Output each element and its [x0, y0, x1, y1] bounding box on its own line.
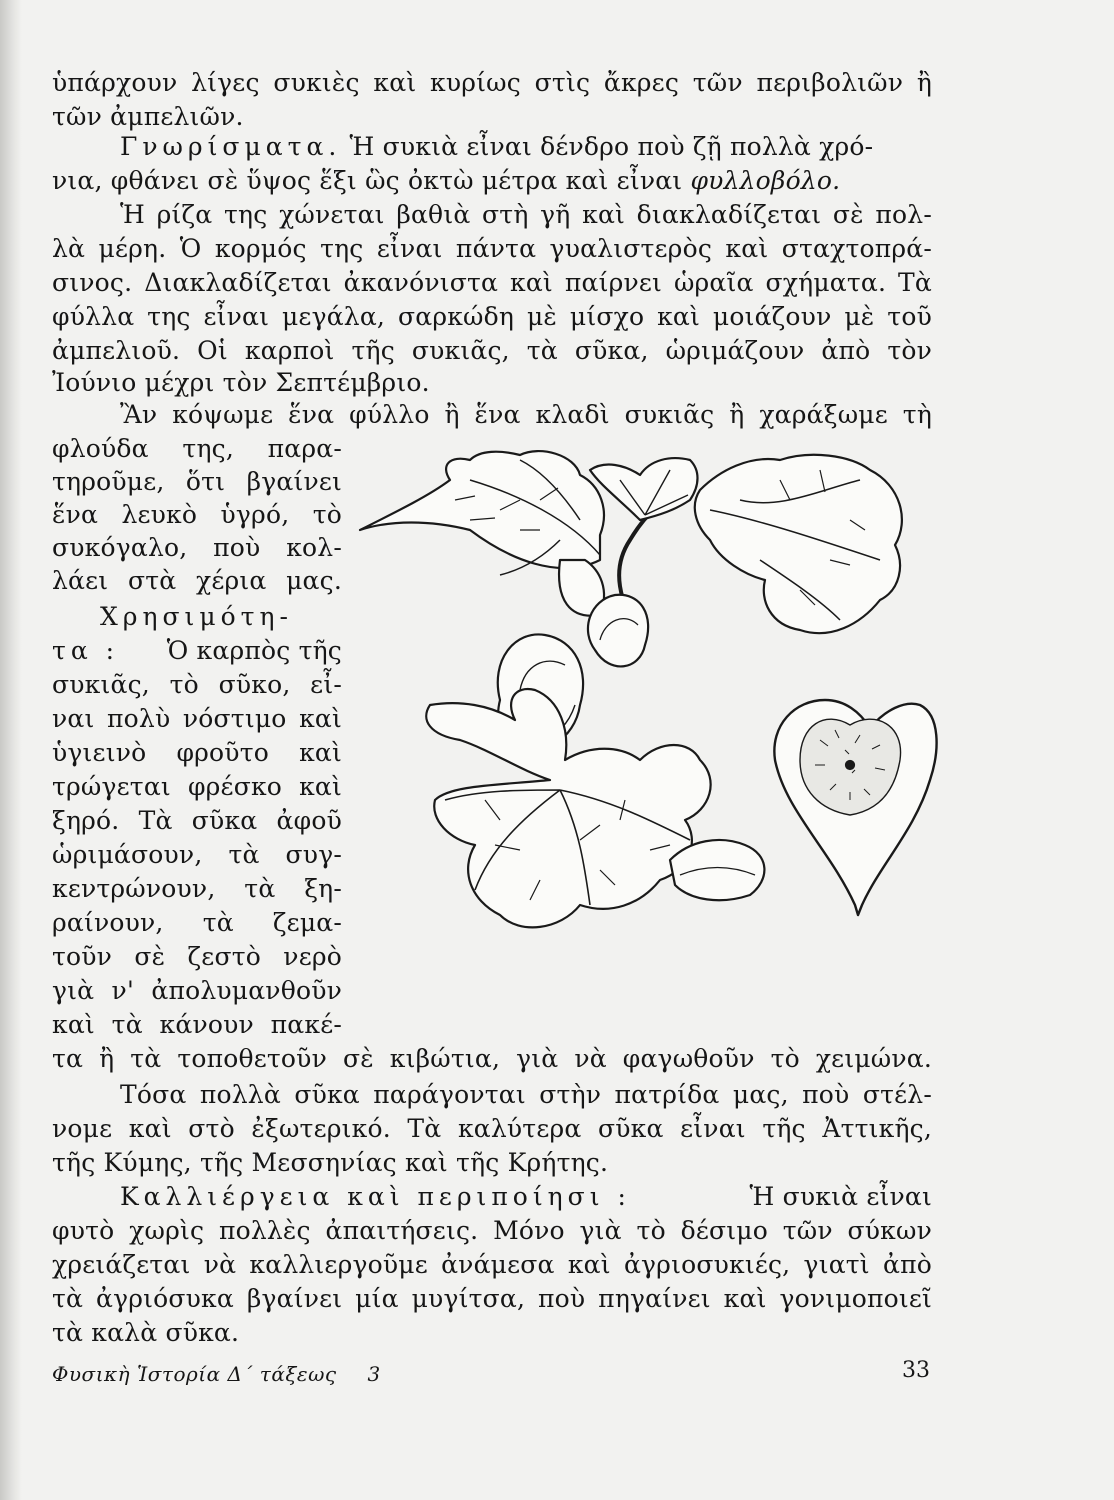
col-line-1: φλούδα της, παρα-	[52, 434, 342, 463]
footer-book-title: Φυσικὴ Ἱστορία Δ΄ τάξεως	[52, 1362, 337, 1386]
text-line-16: Ἡ συκιὰ εἶναι	[749, 1182, 932, 1211]
col-line-15: ραίνουν, τὰ ζεμα-	[52, 908, 342, 937]
text-line-5: Ἡ ρίζα της χώνεται βαθιὰ στὴ γῆ καὶ διακλαδίζεται σὲ πολ-	[120, 200, 932, 229]
heading-chrisimotita: Χρησιμότη-	[100, 602, 293, 631]
col-line-17: γιὰ ν' ἀπολυμανθοῦν	[52, 976, 342, 1005]
text-line-7: σινος. Διακλαδίζεται ἀκανόνιστα καὶ παίρνει ὡραῖα σχήματα. Τὰ	[52, 268, 932, 297]
text-line-1: ὑπάρχουν λίγες συκιὲς καὶ κυρίως στὶς ἄκρες τῶν περιβολιῶν ἢ	[52, 68, 932, 97]
text-line-2: τῶν ἀμπελιῶν.	[52, 102, 244, 131]
col-line-9: ναι πολὺ νόστιμο καὶ	[52, 704, 342, 733]
col-line-14: κεντρώνουν, τὰ ξη-	[52, 874, 342, 903]
heading-kalliergeia: Καλλιέργεια καὶ περιποίησι :	[120, 1182, 631, 1211]
text-line-4: νια, φθάνει σὲ ὕψος ἕξι ὣς ὀκτὼ μέτρα καὶ εἶναι	[52, 166, 683, 195]
text-line-15: τῆς Κύμης, τῆς Μεσσηνίας καὶ τῆς Κρήτης.	[52, 1148, 609, 1177]
text-line-6: λὰ μέρη. Ὁ κορμός της εἶναι πάντα γυαλιστερὸς καὶ σταχτοπρά-	[52, 234, 932, 263]
col-line-16: τοῦν σὲ ζεστὸ νερὸ	[52, 942, 342, 971]
col-line-2: τηροῦμε, ὅτι βγαίνει	[52, 467, 342, 496]
heading-chrisimotita-end: τα :	[52, 636, 120, 665]
text-line-19: τὰ ἀγριόσυκα βγαίνει μία μυγίτσα, ποὺ πηγαίνει καὶ γονιμοποιεῖ	[52, 1284, 932, 1313]
text-line-17: φυτὸ χωρὶς πολλὲς ἀπαιτήσεις. Μόνο γιὰ τὸ δέσιμο τῶν σύκων	[52, 1216, 932, 1245]
page-number: 33	[902, 1358, 930, 1383]
col-line-18: καὶ τὰ κάνουν πακέ-	[52, 1010, 342, 1039]
heading-gnorismata: Γνωρίσματα.	[120, 132, 342, 161]
col-line-8: συκιᾶς, τὸ σῦκο, εἶ-	[52, 670, 342, 699]
footer-signature: 3	[367, 1362, 381, 1386]
text-line-9: ἀμπελιοῦ. Οἱ καρποὶ τῆς συκιᾶς, τὰ σῦκα, ὡριμάζουν ἀπὸ τὸν	[52, 336, 932, 365]
italic-term-fyllovolo: φυλλοβόλο.	[690, 166, 841, 195]
col-line-10: ὑγιεινὸ φροῦτο καὶ	[52, 738, 342, 767]
text-line-10: Ἰούνιο μέχρι τὸν Σεπτέμβριο.	[52, 368, 430, 397]
text-line-full-12: τα ἢ τὰ τοποθετοῦν σὲ κιβώτια, γιὰ νὰ φαγωθοῦν τὸ χειμώνα.	[52, 1044, 932, 1073]
text-line-20: τὰ καλὰ σῦκα.	[52, 1318, 240, 1347]
text-line-18: χρειάζεται νὰ καλλιεργοῦμε ἀνάμεσα καὶ ἀγριοσυκιές, γιατὶ ἀπὸ	[52, 1250, 932, 1279]
col-line-13: ὡριμάσουν, τὰ συγ-	[52, 840, 342, 869]
text-line-13: Τόσα πολλὰ σῦκα παράγονται στὴν πατρίδα μας, ποὺ στέλ-	[120, 1080, 932, 1109]
text-line-8: φύλλα της εἶναι μεγάλα, σαρκώδη μὲ μίσχο καὶ μοιάζουν μὲ τοῦ	[52, 302, 932, 331]
text-line-14: νομε καὶ στὸ ἐξωτερικό. Τὰ καλύτερα σῦκα εἶναι τῆς Ἀττικῆς,	[52, 1114, 932, 1143]
text-line-3: Ἡ συκιὰ εἶναι δένδρο ποὺ ζῇ πολλὰ χρό-	[349, 132, 874, 161]
col-line-3: ἕνα λευκὸ ὑγρό, τὸ	[52, 500, 342, 529]
col-line-11: τρώγεται φρέσκο καὶ	[52, 772, 342, 801]
col-line-4: συκόγαλο, ποὺ κολ-	[52, 533, 342, 562]
col-line-7: Ὁ καρπὸς τῆς	[166, 636, 342, 665]
col-line-12: ξηρό. Τὰ σῦκα ἀφοῦ	[52, 806, 342, 835]
col-line-5: λάει στὰ χέρια μας.	[52, 566, 342, 595]
text-line-11: Ἂν κόψωμε ἕνα φύλλο ἢ ἕνα κλαδὶ συκιᾶς ἢ χαράξωμε τὴ	[120, 400, 932, 429]
